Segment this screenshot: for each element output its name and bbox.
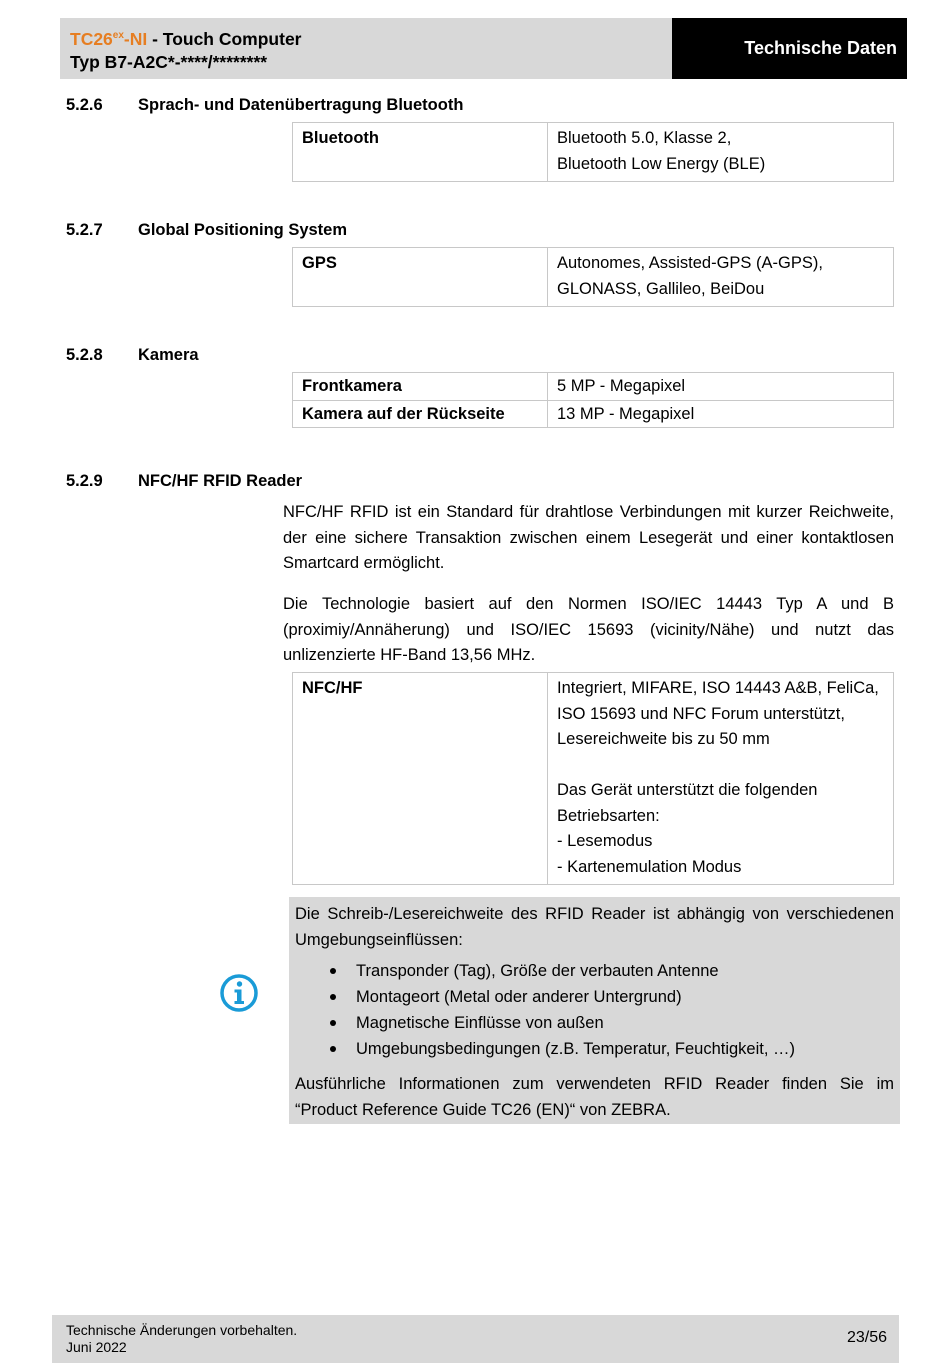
table-row — [293, 373, 894, 401]
table-row — [293, 123, 894, 182]
footer-disclaimer: Technische Änderungen vorbehalten. — [66, 1322, 298, 1338]
table-value: Integriert, MIFARE, ISO 14443 A&B, FeliCa, ISO 15693 und NFC Forum unterstützt, Lesereichweite bis zu 50 mm Das Gerät unterstützt die folgenden Betriebsarten: - Lesemodus - Kartenemulation Modus — [548, 673, 894, 885]
section-title: NFC/HF RFID Reader — [138, 472, 303, 490]
table-value: Autonomes, Assisted-GPS (A-GPS), GLONASS, Gallileo, BeiDou — [548, 248, 894, 307]
note-bullet-list — [295, 958, 894, 1062]
header-title-line — [70, 24, 302, 51]
table-value: 13 MP - Megapixel — [548, 400, 894, 428]
info-icon — [219, 973, 259, 1013]
list-item: Umgebungsbedingungen (z.B. Temperatur, Feuchtigkeit, …) — [295, 1036, 894, 1062]
list-item: Montageort (Metal oder anderer Untergrund) — [295, 984, 894, 1010]
section-number: 5.2.8 — [66, 346, 103, 364]
section-title: Global Positioning System — [138, 221, 348, 239]
bluetooth-table — [292, 122, 894, 182]
note-outro: Ausführliche Informationen zum verwendeten RFID Reader finden Sie im “Product Reference Guide TC26 (EN)“ von ZEBRA. — [295, 1075, 894, 1119]
gps-table — [292, 247, 894, 307]
table-key: GPS — [293, 248, 548, 307]
note-intro: Die Schreib-/Lesereichweite des RFID Reader ist abhängig von verschiedenen Umgebungseinflüssen: — [295, 905, 894, 949]
section-title: Kamera — [138, 346, 199, 364]
section-number: 5.2.6 — [66, 96, 103, 114]
table-row — [293, 673, 894, 885]
section-number: 5.2.7 — [66, 221, 103, 239]
list-item: Transponder (Tag), Größe der verbauten Antenne — [295, 958, 894, 984]
nfc-table — [292, 672, 894, 885]
body-paragraph: NFC/HF RFID ist ein Standard für drahtlose Verbindungen mit kurzer Reichweite, der eine sichere Transaktion zwischen einem Lesegerät und einer kontaktlosen Smartcard ermöglicht. — [283, 503, 894, 572]
table-key: NFC/HF — [293, 673, 548, 885]
body-paragraph: Die Technologie basiert auf den Normen ISO/IEC 14443 Typ A und B (proximiy/Annäherung) und ISO/IEC 15693 (vicinity/Nähe) und nutzt das unlizenzierte HF-Band 13,56 MHz. — [283, 595, 894, 664]
table-value: Bluetooth 5.0, Klasse 2, Bluetooth Low Energy (BLE) — [548, 123, 894, 182]
table-value: 5 MP - Megapixel — [548, 373, 894, 401]
camera-table — [292, 372, 894, 428]
page-number: 23/56 — [846, 1329, 887, 1346]
page-header — [60, 18, 907, 79]
footer-date: Juni 2022 — [66, 1339, 127, 1355]
info-note — [289, 897, 900, 1124]
section-title: Sprach- und Datenübertragung Bluetooth — [138, 96, 464, 114]
table-key: Bluetooth — [293, 123, 548, 182]
page-footer — [52, 1315, 899, 1363]
table-key: Kamera auf der Rückseite — [293, 400, 548, 428]
table-key: Frontkamera — [293, 373, 548, 401]
footer-notes — [66, 1322, 297, 1356]
list-item: Magnetische Einflüsse von außen — [295, 1010, 894, 1036]
header-title: - Touch Computer — [147, 29, 302, 49]
table-row — [293, 248, 894, 307]
header-section-label: Technische Daten — [672, 18, 907, 79]
section-number: 5.2.9 — [66, 472, 103, 490]
header-title-block — [70, 24, 302, 74]
header-type-line: Typ B7-A2C*-****/******** — [70, 52, 268, 72]
product-name: $TC26^{ex}-NI$ — [70, 29, 148, 49]
table-row — [293, 400, 894, 428]
